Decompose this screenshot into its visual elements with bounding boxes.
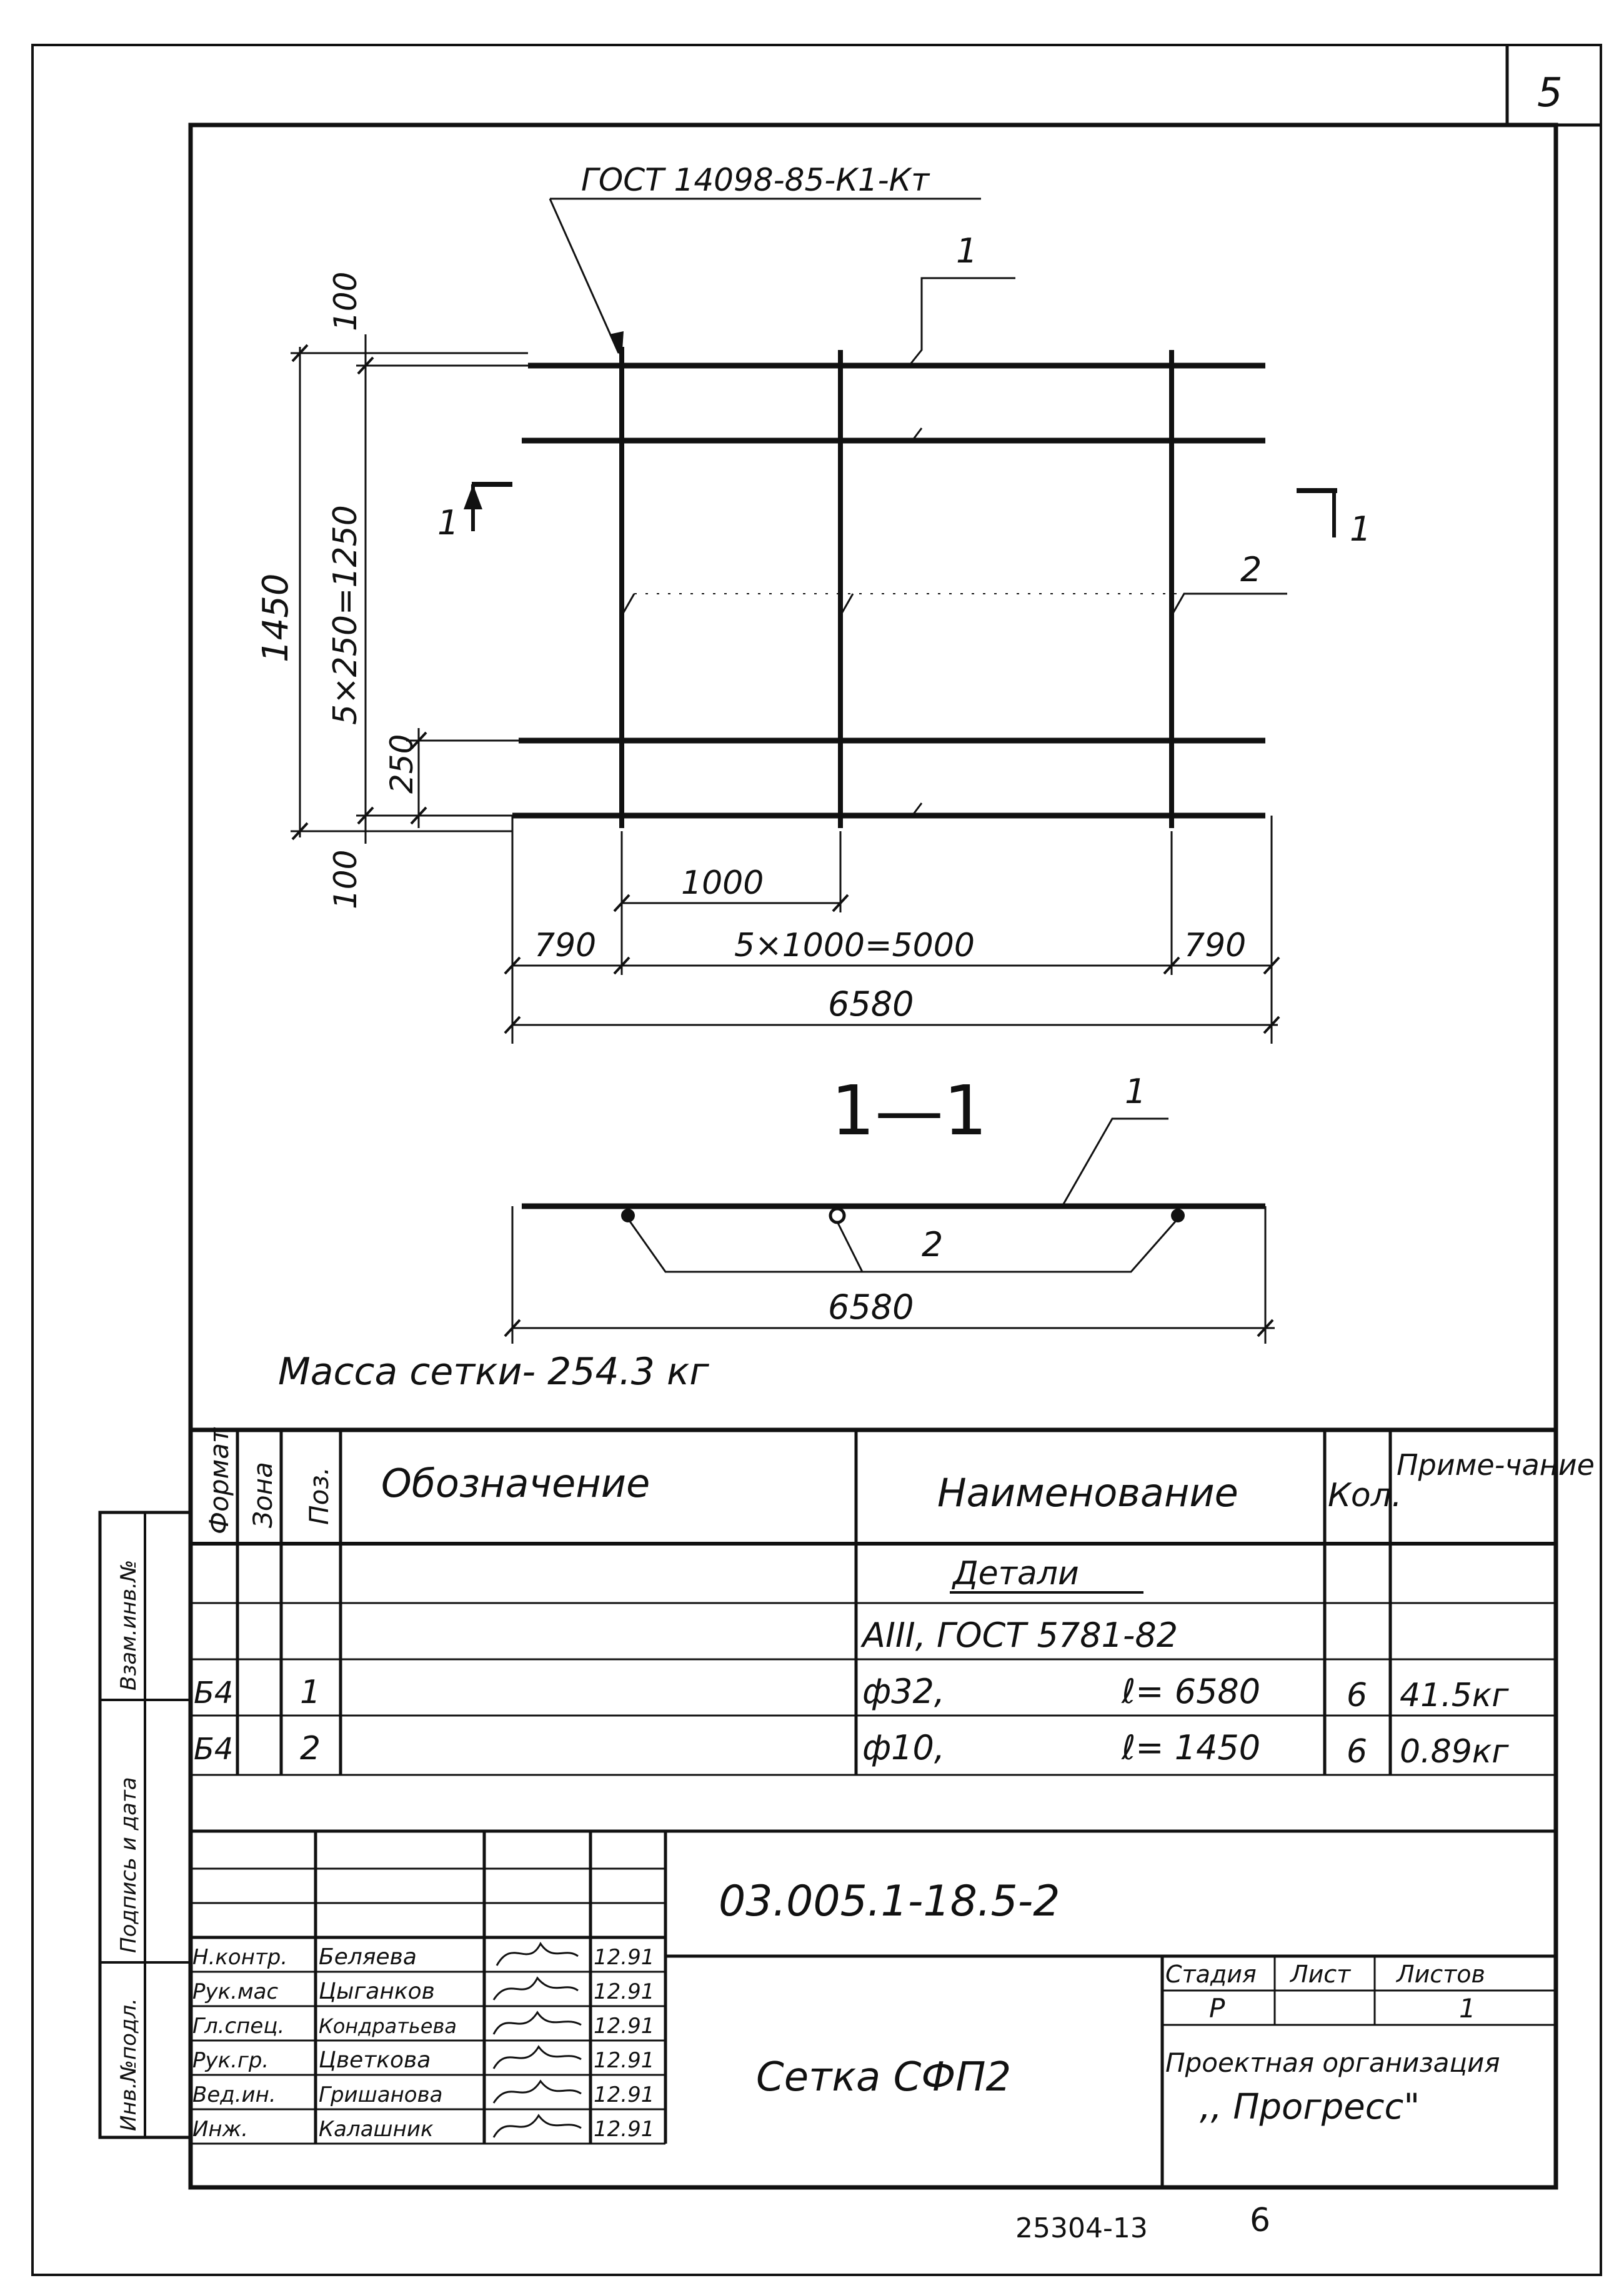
- sheets-label: Листов: [1397, 1961, 1485, 1988]
- section-label-details: Детали: [953, 1555, 1079, 1592]
- sig-role: Инж.: [192, 2117, 249, 2142]
- dim-250: 250: [384, 734, 420, 794]
- row1-dia: ф32,: [862, 1672, 945, 1711]
- signature-row: [192, 1978, 654, 2004]
- sig-name: Цыганков: [319, 1979, 435, 2004]
- dim-6580-section: 6580: [828, 1287, 914, 1327]
- signature-row: [192, 2047, 654, 2073]
- signature-mark: [497, 1944, 578, 1966]
- dim-5x1000: 5×1000=5000: [734, 927, 975, 964]
- header-designation: Обозначение: [381, 1461, 650, 1506]
- archive-number: 25304-13: [1015, 2212, 1148, 2244]
- sig-date: 12.91: [594, 2082, 655, 2107]
- sheet-outer-border: [32, 45, 1601, 2275]
- signature-row: [192, 2116, 654, 2142]
- signature-mark: [494, 2012, 581, 2034]
- stage-label: Стадия: [1165, 1961, 1257, 1988]
- sig-role: Рук.гр.: [192, 2048, 269, 2073]
- signature-mark: [494, 2116, 581, 2137]
- side-stamp: [100, 1512, 191, 2137]
- section-mark-right: 1: [1350, 509, 1372, 549]
- drawing-title: Сетка СФП2: [756, 2054, 1012, 2101]
- sig-name: Кондратьева: [319, 2014, 457, 2038]
- callout-pos2: 2: [1240, 550, 1262, 589]
- header-name: Наименование: [937, 1470, 1238, 1516]
- row2-note: 0.89кг: [1400, 1733, 1509, 1771]
- mesh-plan-view: [256, 162, 1371, 1044]
- sig-name: Гришанова: [319, 2082, 443, 2107]
- signature-row: [192, 1944, 654, 1970]
- row1-note: 41.5кг: [1400, 1677, 1509, 1714]
- section-mark-left: 1: [437, 503, 459, 542]
- stamp-inv-replace: Взам.инв.№: [116, 1559, 141, 1691]
- row2-qty: 6: [1347, 1733, 1368, 1771]
- signature-row: [192, 2081, 654, 2107]
- sig-role: Н.контр.: [192, 1945, 288, 1970]
- org-line1: Проектная организация: [1165, 2047, 1500, 2078]
- dim-1450: 1450: [256, 573, 296, 662]
- callout-pos1: 1: [956, 231, 978, 271]
- sheets-value: 1: [1459, 1993, 1476, 2024]
- stamp-inv-orig: Инв.№подл.: [116, 1998, 141, 2131]
- mass-note: Масса сетки- 254.3 кг: [278, 1350, 709, 1394]
- section-1-1-view: [505, 1071, 1275, 1344]
- doc-code: 03.005.1-18.5-2: [719, 1877, 1060, 1926]
- dim-1000: 1000: [681, 864, 764, 902]
- row1-qty: 6: [1347, 1677, 1368, 1714]
- signature-mark: [494, 1978, 578, 2000]
- dim-right-790: 790: [1184, 927, 1247, 964]
- row2-format: Б4: [194, 1732, 234, 1767]
- sheet-label: Лист: [1290, 1961, 1351, 1988]
- row1-format: Б4: [194, 1676, 234, 1711]
- stamp-sign-date: Подпись и дата: [116, 1777, 141, 1953]
- dim-top-100: 100: [327, 271, 364, 331]
- sig-role: Рук.мас: [192, 1979, 279, 2004]
- header-qty: Кол.: [1328, 1477, 1402, 1514]
- row2-pos: 2: [300, 1730, 321, 1767]
- row2-len: ℓ= 1450: [1122, 1728, 1261, 1767]
- sig-date: 12.91: [594, 1979, 655, 2004]
- sig-name: Беляева: [319, 1944, 417, 1970]
- sig-name: Цветкова: [319, 2047, 431, 2073]
- dim-6580-plan: 6580: [828, 984, 914, 1024]
- stage-value: Р: [1209, 1993, 1225, 2024]
- sig-date: 12.91: [594, 2117, 655, 2142]
- sig-date: 12.91: [594, 1945, 655, 1970]
- row2-dia: ф10,: [862, 1728, 945, 1767]
- steel-row: АIII, ГОСТ 5781-82: [862, 1616, 1178, 1655]
- sig-date: 12.91: [594, 2048, 655, 2073]
- header-format: Формат: [204, 1427, 234, 1534]
- header-note: Приме-чание: [1397, 1448, 1595, 1482]
- row1-len: ℓ= 6580: [1122, 1672, 1261, 1711]
- sig-date: 12.91: [594, 2014, 655, 2039]
- header-zone: Зона: [247, 1462, 278, 1528]
- org-line2: ,, Прогресс": [1200, 2087, 1420, 2127]
- sig-role: Гл.спец.: [192, 2014, 285, 2039]
- section-pos1: 1: [1125, 1072, 1147, 1111]
- signature-row: [192, 2012, 654, 2039]
- signature-mark: [494, 2081, 581, 2103]
- sig-name: Калашник: [319, 2117, 434, 2142]
- sig-role: Вед.ин.: [192, 2082, 276, 2107]
- title-block: [191, 1831, 1556, 2187]
- sheet-corner-number: 5: [1537, 70, 1563, 116]
- dim-5x250: 5×250=1250: [327, 505, 364, 725]
- dim-bottom-100: 100: [327, 849, 364, 909]
- specification-table: [191, 1427, 1595, 1831]
- header-pos: Поз.: [304, 1467, 334, 1525]
- section-title: 1—1: [831, 1071, 987, 1151]
- section-pos2: 2: [922, 1225, 944, 1264]
- signature-mark: [494, 2047, 581, 2069]
- row1-pos: 1: [300, 1674, 321, 1711]
- page-number: 6: [1250, 2202, 1271, 2239]
- dim-left-790: 790: [534, 927, 597, 964]
- callout-gost: ГОСТ 14098-85-К1-Кт: [581, 162, 930, 198]
